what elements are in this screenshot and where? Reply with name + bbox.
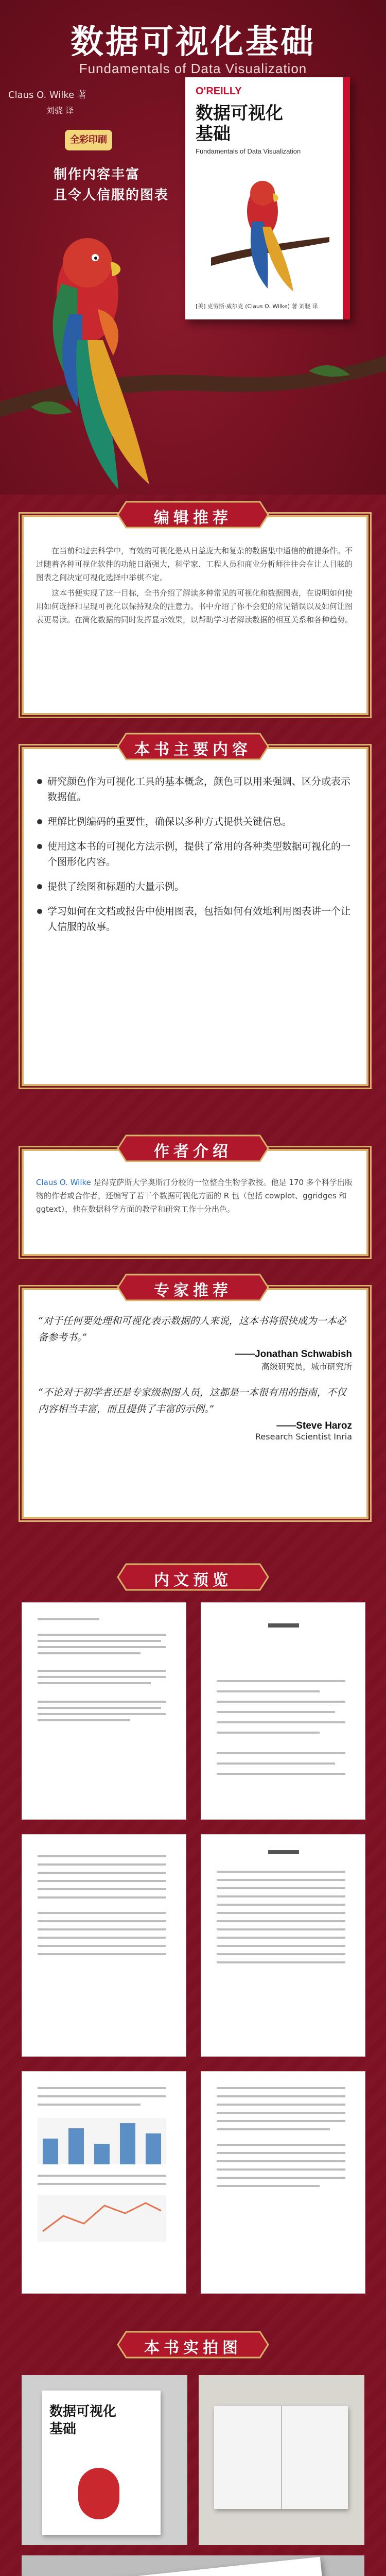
photo-front-cover: 数据可视化 基础 — [22, 2375, 187, 2545]
editor-recommend-title: 编辑推荐 — [154, 509, 232, 527]
main-content-card — [22, 747, 369, 1086]
expert-role-2: Research Scientist Inria — [255, 1432, 352, 1442]
main-content-banner — [116, 731, 270, 762]
photo-gallery — [22, 2375, 364, 2576]
preview-page — [201, 1602, 365, 1820]
photo-book-angle — [22, 2555, 364, 2576]
preview-page — [201, 1834, 365, 2057]
preview-page — [22, 1602, 186, 1820]
cover-author: [美] 克劳斯·威尔克 (Claus O. Wilke) 著 刘骁 译 — [196, 303, 318, 310]
photos-banner — [116, 2329, 270, 2361]
expert-banner — [116, 1272, 270, 1303]
list-item: 研究颜色作为可视化工具的基本概念，颜色可以用来强调、区分或表示数据值。 — [36, 774, 354, 805]
author-card — [22, 1149, 369, 1256]
hero-slogan-line2: 且令人信服的图表 — [54, 188, 169, 203]
expert-quotes — [24, 1290, 366, 1459]
main-content-title: 本书主要内容 — [134, 741, 252, 759]
main-content-list — [24, 749, 366, 953]
preview-chart — [38, 2118, 166, 2164]
preview-page — [201, 2071, 365, 2294]
editor-recommend-banner — [116, 499, 270, 531]
hero-subtitle: Fundamentals of Data Visualization — [79, 61, 307, 76]
recommend-paragraph-1: 在当前和过去科学中，有效的可视化是从日益庞大和复杂的数据集中通信的前提条件。不过随着各种可视化软件的功能日渐强大，科学家、工程人员和商业分析师往往会在让人目眩的图表之间决定可视化选择中举棋不定。 — [36, 546, 353, 582]
author-bio-text: 是得克萨斯大学奥斯汀分校的一位整合生物学教授。他是 170 多个科学出版物的作者或合作者，还编写了若干个数据可视化方面的 R 包（包括 cowplot、ggridges 和 ggtext），他在数据科学方面的教学和研究工作十分出色。 — [36, 1178, 353, 1214]
expert-section-title: 专家推荐 — [154, 1282, 232, 1300]
expert-quote-2: “不论对于初学者还是专家级制图人员，这都是一本很有用的指南，不仅内容相当丰富，而且提供了丰富的示例。” — [38, 1387, 346, 1415]
editor-recommend-card — [22, 515, 369, 715]
list-item: 提供了绘图和标题的大量示例。 — [36, 879, 354, 894]
hero-title: 数据可视化基础 — [71, 23, 315, 61]
editor-recommend-text — [24, 517, 366, 639]
list-item: 理解比例编码的重要性，确保以多种方式提供关键信息。 — [36, 814, 354, 829]
expert-card — [22, 1288, 369, 1519]
expert-role-1: 高级研究员，城市研究所 — [261, 1362, 352, 1371]
cover-title-line1: 数据可视化 — [196, 103, 283, 124]
author-banner — [116, 1132, 270, 1164]
expert-name-2: ——Steve Haroz — [276, 1420, 352, 1431]
expert-quote-1: “对于任何要处理和可视化表示数据的人来说，这本书将很快成为一本必备参考书。” — [38, 1315, 346, 1343]
hero-slogan-line1: 制作内容丰富 — [54, 167, 141, 182]
cover-spine-band — [343, 77, 350, 319]
cover-title-line2: 基础 — [196, 124, 231, 144]
hero-banner — [0, 0, 386, 495]
cover-bird-illustration — [206, 165, 335, 294]
cover-subtitle: Fundamentals of Data Visualization — [196, 147, 301, 155]
hero-translator: 刘骁 译 — [46, 106, 74, 115]
list-item: 学习如何在文档或报告中使用图表，包括如何有效地利用图表讲一个让人信服的故事。 — [36, 904, 354, 935]
cover-publisher: O'REILLY — [196, 86, 242, 97]
preview-page — [22, 1834, 186, 2057]
preview-page — [22, 2071, 186, 2294]
photo-open-book — [199, 2375, 364, 2545]
author-name: Claus O. Wilke — [36, 1178, 91, 1187]
list-item: 使用这本书的可视化方法示例，提供了常用的各种类型数据可视化的一个图形化内容。 — [36, 839, 354, 870]
preview-chart — [38, 2195, 166, 2242]
preview-grid — [22, 1602, 364, 2313]
full-color-badge: 全彩印刷 — [65, 130, 112, 150]
cover-title — [196, 103, 283, 144]
expert-name-1: ——Jonathan Schwabish — [235, 1349, 352, 1360]
book-cover — [185, 77, 350, 319]
photos-section-title: 本书实拍图 — [144, 2339, 242, 2357]
recommend-paragraph-2: 这本书便实现了这一目标，全书介绍了解读多种常见的可视化和数据图表，在说明如何使用如何选择和呈现可视化以保持观众的注意力。书中介绍了你不会犯的常见错误以及如何让图表更易读。在简化数据的同时发挥显示效果，以帮助学习者解读数据的相互关系和各种趋势。 — [36, 588, 353, 624]
preview-section-title: 内文预览 — [154, 1571, 232, 1589]
preview-banner — [116, 1561, 270, 1593]
hero-author: Claus O. Wilke 著 — [8, 90, 86, 100]
author-section-title: 作者介绍 — [154, 1143, 232, 1161]
